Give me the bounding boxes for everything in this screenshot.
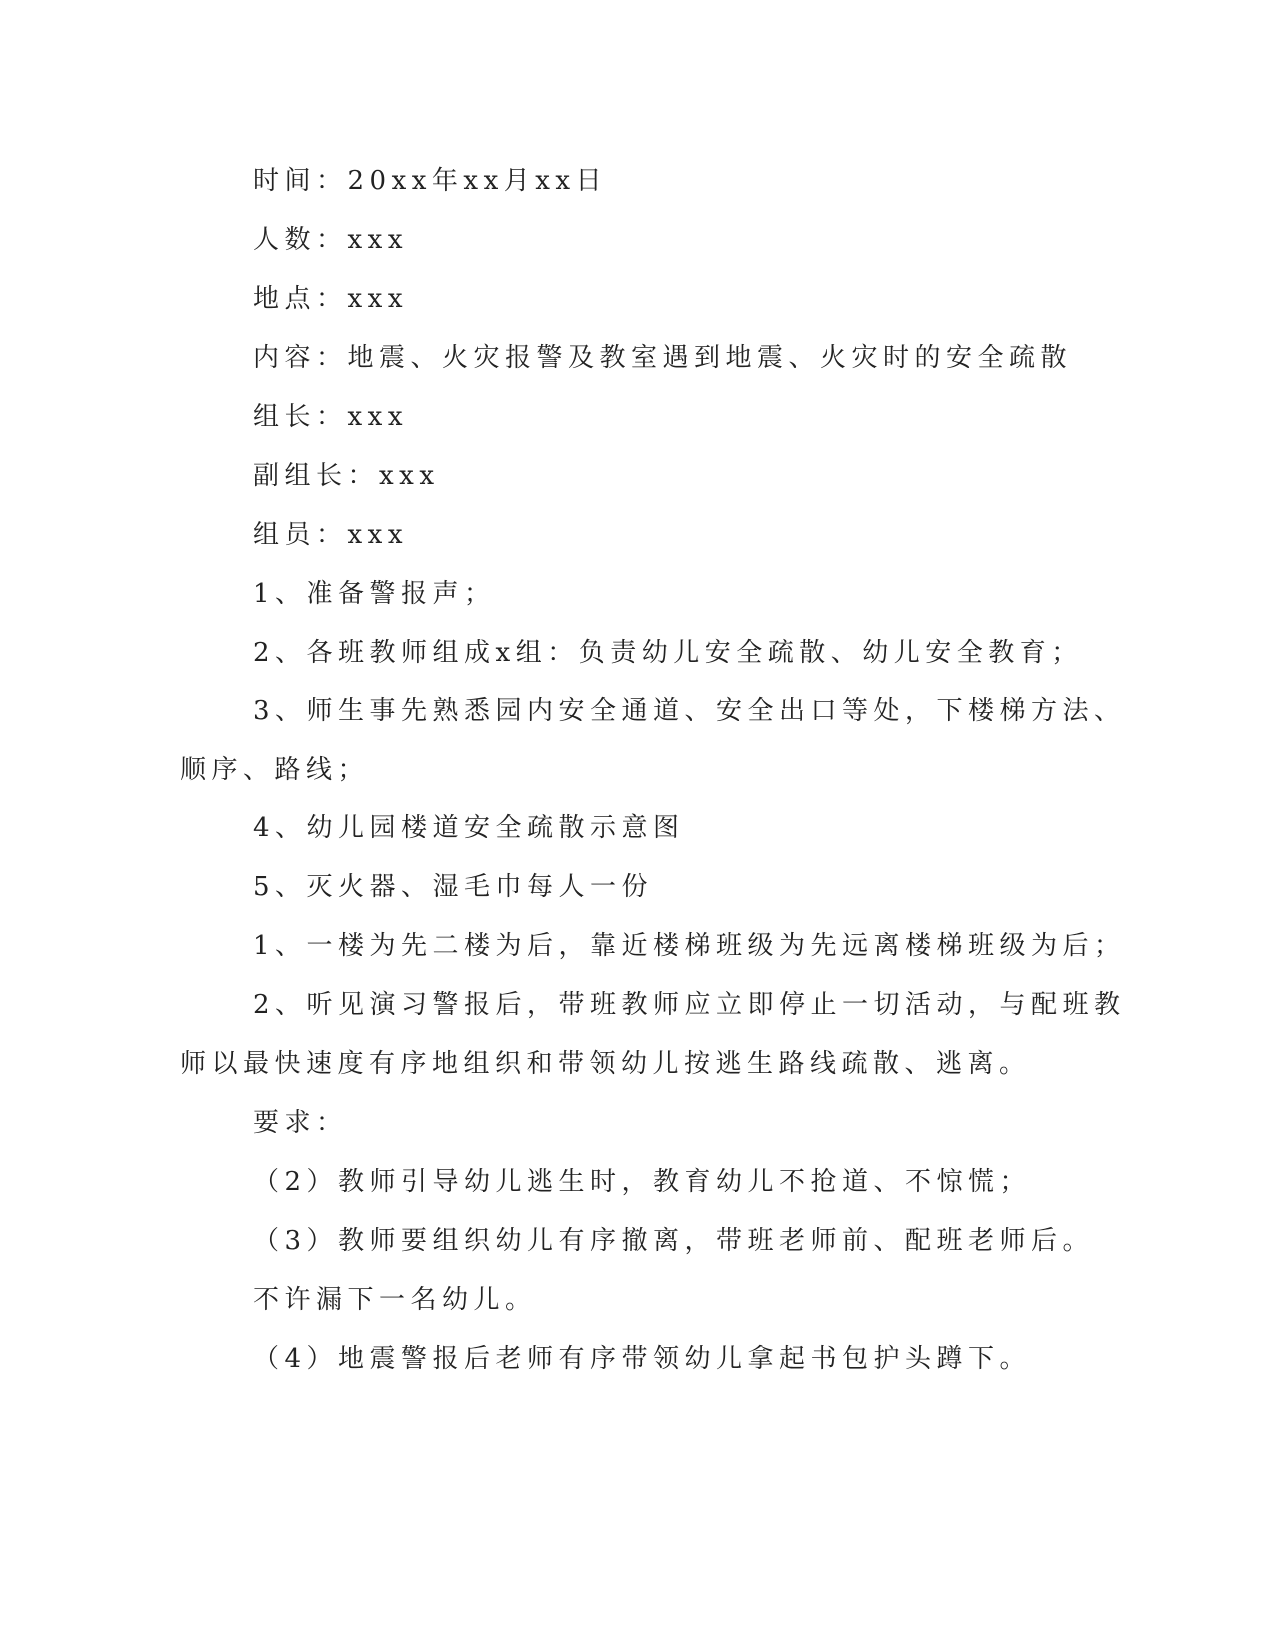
time-line: 时间：20xx年xx月xx日 — [253, 166, 608, 196]
prep-item-4: 4、幼儿园楼道安全疏散示意图 — [253, 813, 685, 843]
prep-item-1: 1、准备警报声； — [253, 579, 496, 609]
content-line: 内容：地震、火灾报警及教室遇到地震、火灾时的安全疏散 — [253, 343, 1073, 373]
requirement-3: （3）教师要组织幼儿有序撤离，带班老师前、配班老师后。 — [253, 1226, 1095, 1256]
procedure-item-2: 2、听见演习警报后，带班教师应立即停止一切活动，与配班教 — [253, 990, 1126, 1020]
prep-item-3: 3、师生事先熟悉园内安全通道、安全出口等处，下楼梯方法、 — [253, 696, 1126, 726]
deputy-leader-line: 副组长：xxx — [253, 461, 440, 491]
requirement-4: （4）地震警报后老师有序带领幼儿拿起书包护头蹲下。 — [253, 1344, 1032, 1374]
prep-item-3-continued: 顺序、路线； — [180, 755, 370, 785]
procedure-item-1: 1、一楼为先二楼为后，靠近楼梯班级为先远离楼梯班级为后； — [253, 931, 1126, 961]
group-leader-line: 组长：xxx — [253, 402, 408, 432]
headcount-line: 人数：xxx — [253, 225, 408, 255]
requirement-3-note: 不许漏下一名幼儿。 — [253, 1285, 537, 1315]
procedure-item-2-continued: 师以最快速度有序地组织和带领幼儿按逃生路线疏散、逃离。 — [180, 1049, 1031, 1079]
prep-item-2: 2、各班教师组成x组：负责幼儿安全疏散、幼儿安全教育； — [253, 638, 1083, 668]
location-line: 地点：xxx — [253, 284, 408, 314]
requirements-heading: 要求： — [253, 1108, 348, 1138]
requirement-2: （2）教师引导幼儿逃生时，教育幼儿不抢道、不惊慌； — [253, 1167, 1032, 1197]
prep-item-5: 5、灭火器、湿毛巾每人一份 — [253, 872, 654, 902]
members-line: 组员：xxx — [253, 520, 408, 550]
